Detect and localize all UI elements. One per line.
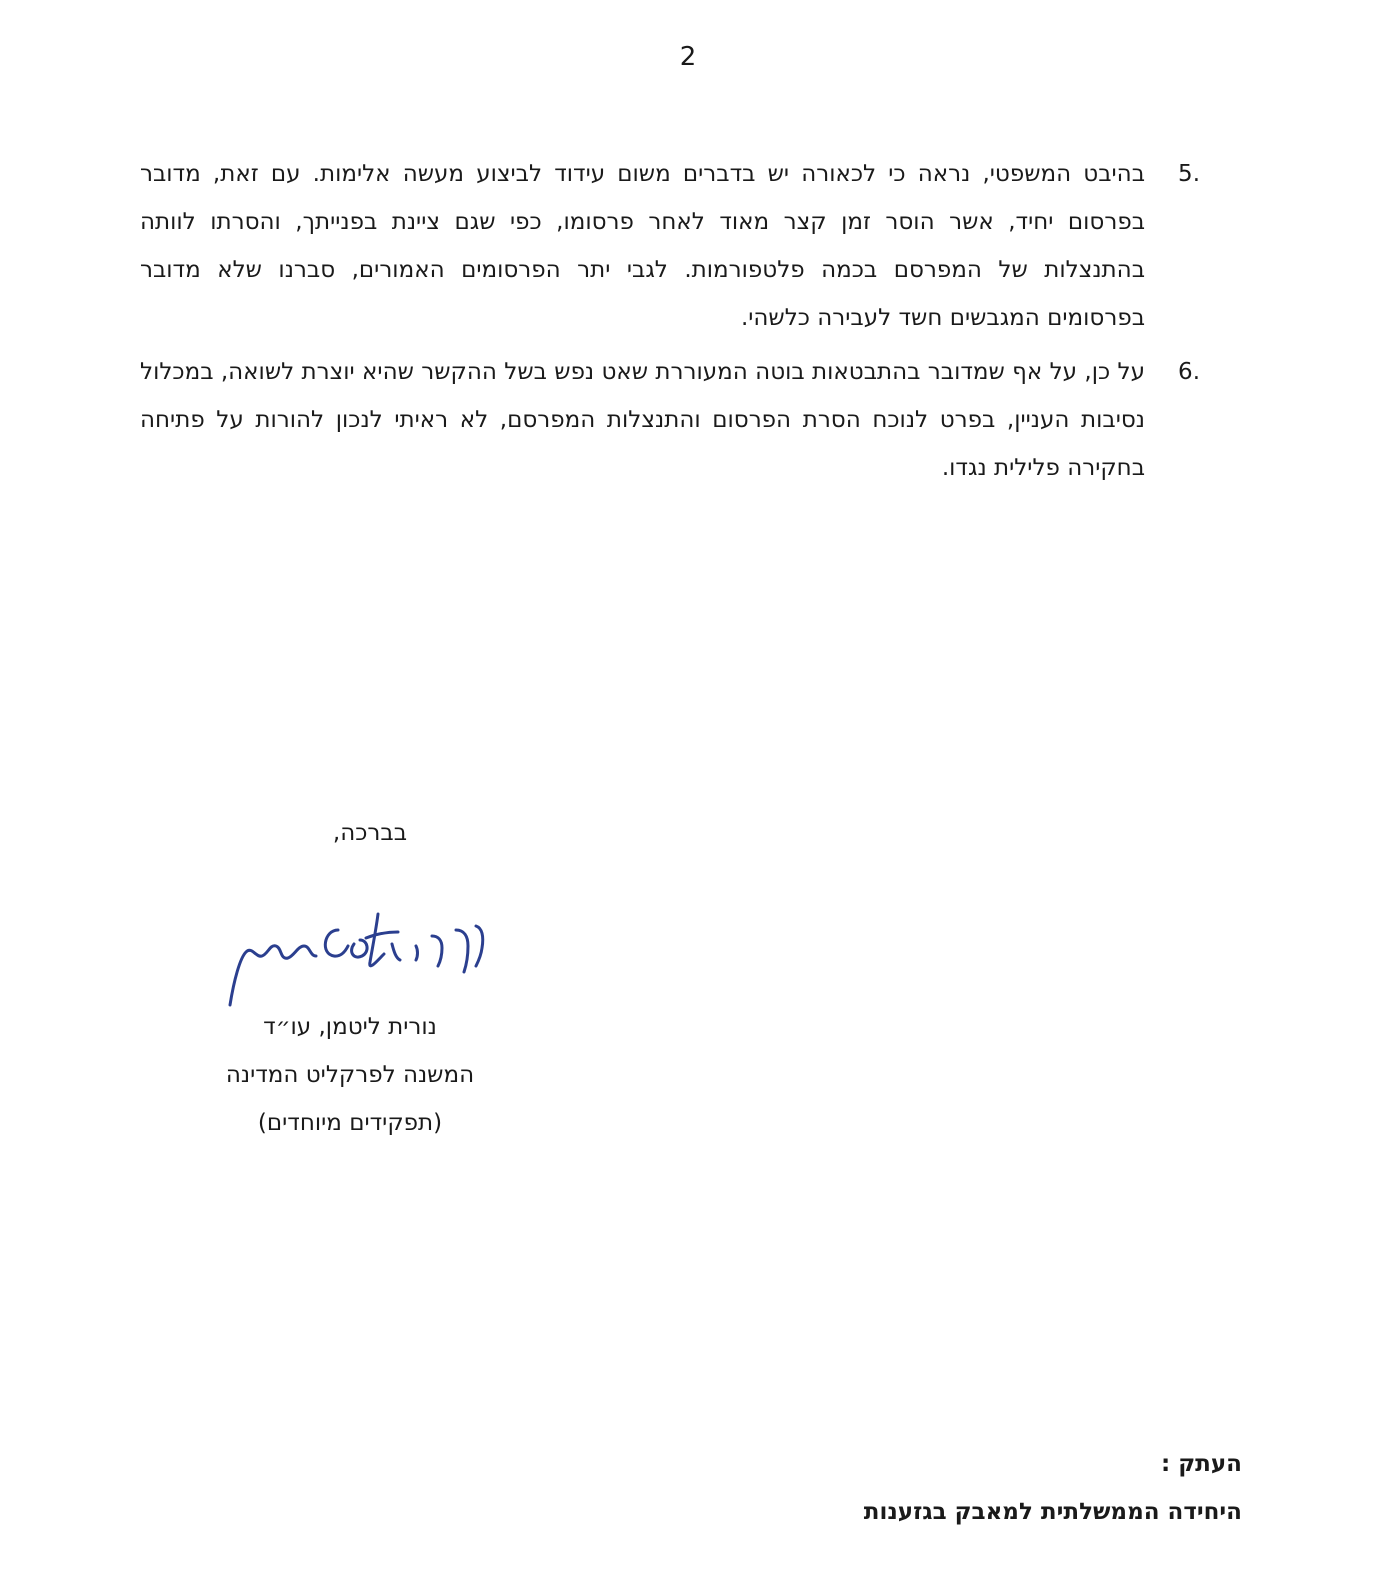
- signer-block: [180, 1003, 520, 1147]
- paragraph-6: [140, 348, 1200, 492]
- signer-title: המשנה לפרקליט המדינה: [225, 1062, 475, 1088]
- signer-name: נורית ליטמן, עו״ד: [263, 1014, 437, 1040]
- paragraph-number: .5: [1178, 161, 1200, 187]
- signer-role: (תפקידים מיוחדים): [257, 1110, 443, 1136]
- cc-recipient: היחידה הממשלתית למאבק בגזענות: [863, 1499, 1242, 1525]
- paragraph-5: [140, 150, 1200, 342]
- paragraph-text: בהיבט המשפטי, נראה כי לכאורה יש בדברים משום עידוד לביצוע מעשה אלימות. עם זאת, מדובר בפרסום יחיד, אשר הוסר זמן קצר מאוד לאחר פרסומו, כפי שגם ציינת בפנייתך, והסרתו לוותה בהתנצלות של המפרסם בכמה פלטפורמות. לגבי יתר הפרסומים האמורים, סברנו שלא מדובר בפרסומים המגבשים חשד לעבירה כלשהי.: [140, 161, 1145, 331]
- cc-label: העתק :: [1161, 1451, 1242, 1477]
- paragraph-number: .6: [1178, 359, 1200, 385]
- handwritten-signature: [220, 900, 490, 1015]
- closing-salutation: בברכה,: [332, 820, 407, 846]
- letter-body: [140, 150, 1200, 498]
- page-number: 2: [679, 42, 697, 72]
- cc-block: [864, 1440, 1242, 1536]
- paragraph-text: על כן, על אף שמדובר בהתבטאות בוטה המעוררת שאט נפש בשל ההקשר שהיא יוצרת לשואה, במכלול נסיבות העניין, בפרט לנוכח הסרת הפרסום והתנצלות המפרסם, לא ראיתי לנכון להורות על פתיחה בחקירה פלילית נגדו.: [140, 359, 1145, 481]
